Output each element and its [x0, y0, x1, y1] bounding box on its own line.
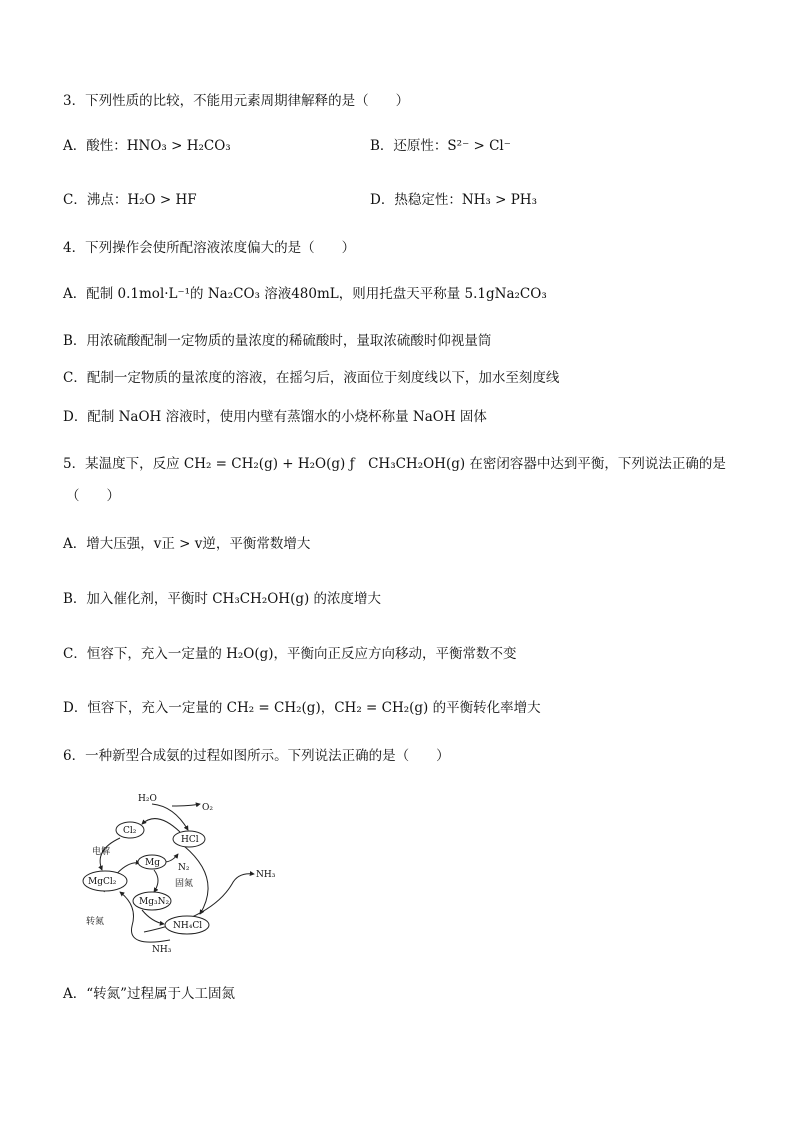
label-cl2: Cl₂ — [123, 826, 137, 836]
q3-stem: 3．下列性质的比较，不能用元素周期律解释的是（ ） — [63, 93, 410, 109]
q4-option-a: A．配制 0.1mol·L⁻¹的 Na₂CO₃ 溶液480mL，则用托盘天平称量 5.1gNa₂CO₃ — [63, 286, 547, 302]
q6-stem: 6．一种新型合成氨的过程如图所示。下列说法正确的是（ ） — [63, 748, 450, 764]
q4-option-d: D．配制 NaOH 溶液时，使用内壁有蒸馏水的小烧杯称量 NaOH 固体 — [63, 409, 487, 425]
q5-option-a: A．增大压强，v正 > v逆，平衡常数增大 — [63, 536, 311, 552]
label-mg: Mg — [145, 858, 160, 868]
q5-option-c: C．恒容下，充入一定量的 H₂O(g)，平衡向正反应方向移动，平衡常数不变 — [63, 646, 517, 662]
label-zhuandan: 转氮 — [86, 917, 105, 927]
label-h2o: H₂O — [138, 794, 157, 804]
q4-option-c: C．配制一定物质的量浓度的溶液，在摇匀后，液面位于刻度线以下，加水至刻度线 — [63, 370, 560, 386]
q4-option-b: B．用浓硫酸配制一定物质的量浓度的稀硫酸时，量取浓硫酸时仰视量筒 — [63, 333, 492, 349]
q4-stem: 4．下列操作会使所配溶液浓度偏大的是（ ） — [63, 240, 356, 256]
q3-option-d: D．热稳定性：NH₃ > PH₃ — [370, 192, 537, 208]
q3-option-a: A．酸性：HNO₃ > H₂CO₃ — [63, 138, 231, 154]
label-nh3-bottom: NH₃ — [152, 945, 172, 955]
q3-option-c: C．沸点：H₂O > HF — [63, 192, 197, 208]
q5-stem-bracket: （ ） — [66, 488, 120, 504]
q6-option-a: A．“转氮”过程属于人工固氮 — [63, 986, 236, 1002]
label-nh4cl: NH₄Cl — [173, 921, 203, 931]
label-n2: N₂ — [178, 863, 190, 873]
label-nh3-right: NH₃ — [256, 870, 276, 880]
label-hcl: HCl — [181, 835, 199, 845]
q5-stem: 5．某温度下，反应 CH₂ = CH₂(g) + H₂O(g) ƒ CH₃CH₂OH(g) 在密闭容器中达到平衡，下列说法正确的是 — [63, 456, 726, 472]
label-guda: 固氮 — [175, 879, 194, 889]
label-dianjie: 电解 — [92, 847, 111, 857]
label-o2: O₂ — [202, 803, 213, 813]
label-mgcl2: MgCl₂ — [88, 877, 117, 887]
q5-option-d: D．恒容下，充入一定量的 CH₂ = CH₂(g)，CH₂ = CH₂(g) 的平衡转化率增大 — [63, 700, 541, 716]
q3-option-b: B．还原性：S²⁻ > Cl⁻ — [370, 138, 511, 154]
ammonia-synthesis-diagram — [72, 788, 292, 966]
label-mg3n2: Mg₃N₂ — [139, 897, 170, 907]
q5-option-b: B．加入催化剂，平衡时 CH₃CH₂OH(g) 的浓度增大 — [63, 591, 382, 607]
